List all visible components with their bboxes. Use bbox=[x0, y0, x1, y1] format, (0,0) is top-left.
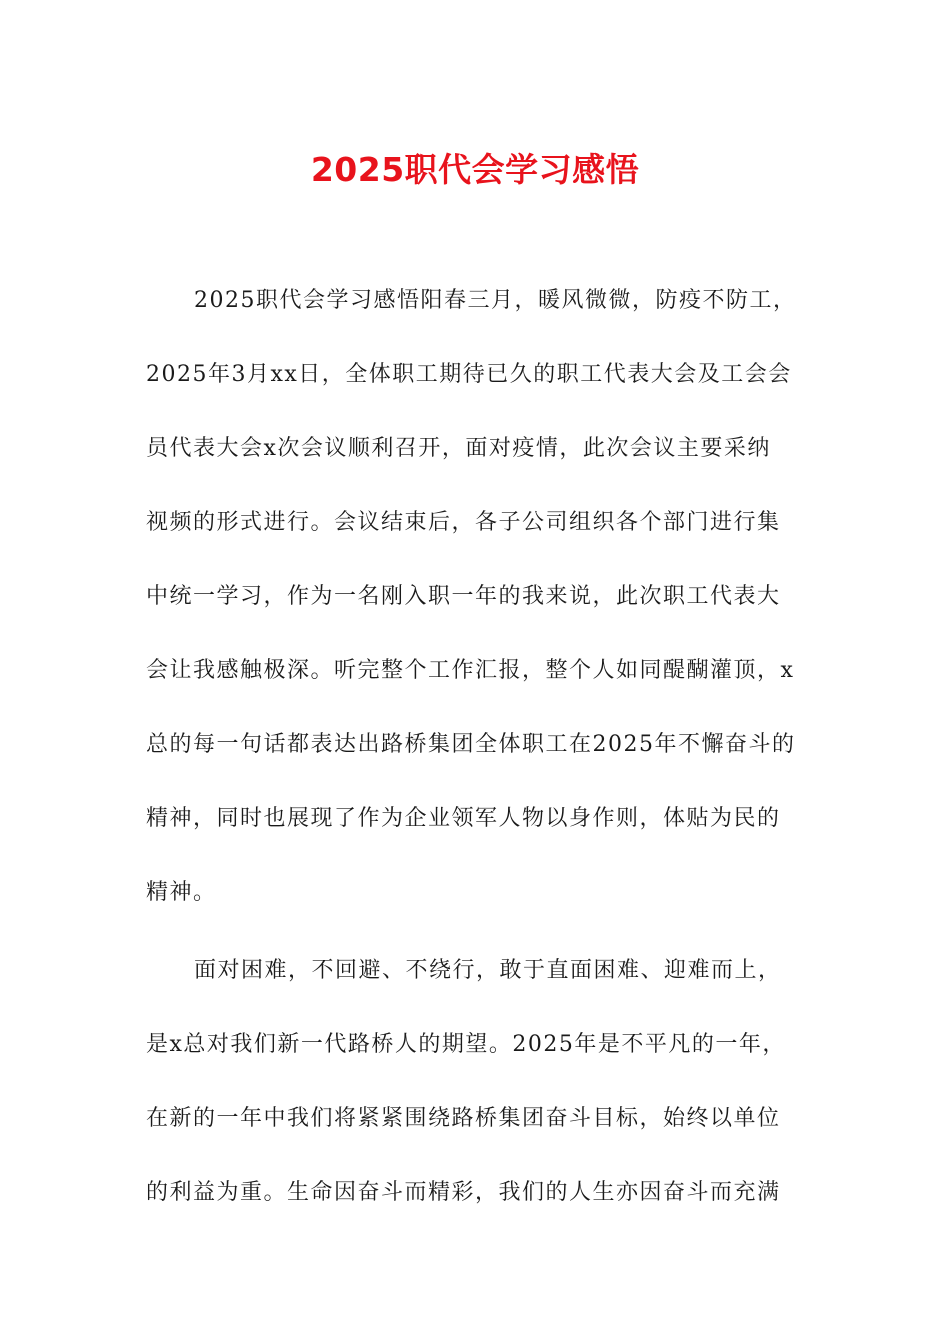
paragraph-2-line-3: 在新的一年中我们将紧紧围绕路桥集团奋斗目标，始终以单位 bbox=[146, 1106, 781, 1131]
paragraph-2-line-1: 面对困难，不回避、不绕行，敢于直面困难、迎难而上， bbox=[194, 958, 782, 983]
paragraph-1-line-6: 会让我感触极深。听完整个工作汇报，整个人如同醍醐灌顶，x bbox=[146, 658, 795, 683]
paragraph-1-line-8: 精神，同时也展现了作为企业领军人物以身作则，体贴为民的 bbox=[146, 806, 781, 831]
paragraph-1-line-2: 2025年3月xx日，全体职工期待已久的职工代表大会及工会会 bbox=[146, 362, 792, 387]
paragraph-2-line-4: 的利益为重。生命因奋斗而精彩，我们的人生亦因奋斗而充满 bbox=[146, 1180, 781, 1205]
paragraph-1-line-5: 中统一学习，作为一名刚入职一年的我来说，此次职工代表大 bbox=[146, 584, 781, 609]
paragraph-1-line-9: 精神。 bbox=[146, 880, 217, 905]
paragraph-1-line-3: 员代表大会x次会议顺利召开，面对疫情，此次会议主要采纳 bbox=[146, 436, 771, 461]
paragraph-1-line-7: 总的每一句话都表达出路桥集团全体职工在2025年不懈奋斗的 bbox=[146, 732, 796, 757]
document-title: 2025职代会学习感悟 bbox=[310, 150, 640, 189]
paragraph-1-line-4: 视频的形式进行。会议结束后，各子公司组织各个部门进行集 bbox=[146, 510, 781, 535]
paragraph-1-line-1: 2025职代会学习感悟阳春三月，暖风微微，防疫不防工， bbox=[194, 288, 797, 313]
paragraph-2-line-2: 是x总对我们新一代路桥人的期望。2025年是不平凡的一年， bbox=[146, 1032, 786, 1057]
